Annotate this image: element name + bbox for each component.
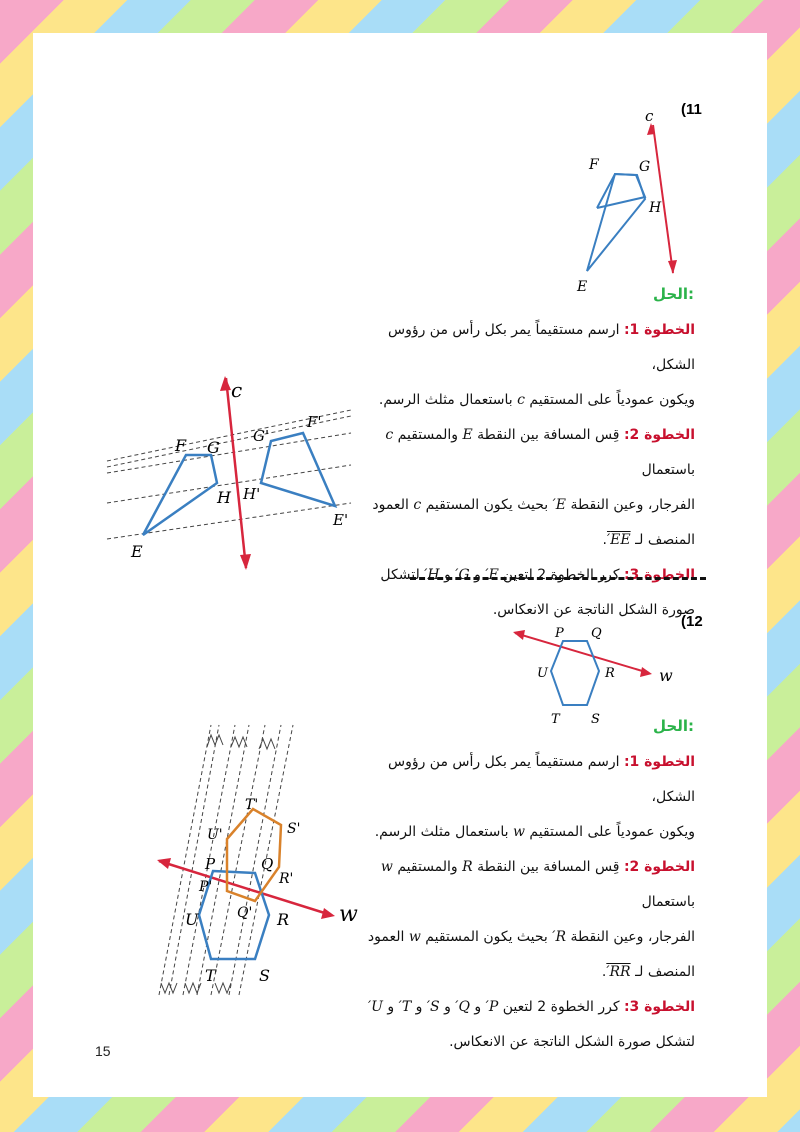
label-G-prime: G' [253,427,270,445]
label-T-prime: T' [245,797,259,813]
label-U-prime: U' [207,827,223,843]
label-F: F [175,436,187,455]
step-3: الخطوة 3: كرر الخطوة 2 لتعين F′ و G′ و H′ لتشكل [380,567,695,583]
step-1-label: الخطوة 1: [623,322,695,338]
arrow-head-right [640,667,652,677]
label-R: R [277,910,290,929]
problem-11-number: (11 [681,101,702,118]
label-G: G [207,438,220,457]
step-2: الخطوة 2: قِس المسافة بين النقطة E والمستقيم c باستعمال [385,427,695,478]
label-H: H [649,200,662,216]
arrow-head-left [157,858,171,869]
step-2-label: الخطوة 2: [623,427,695,443]
label-Q: Q [591,626,602,641]
solution-label-11: الحل: [653,285,694,303]
step-2-label: الخطوة 2: [623,859,695,875]
problem-11-steps: الخطوة 1: ارسم مستقيماً يمر بكل رأس من رؤوس الشكل، ويكون عمودياً على المستقيم c باستعمال مثلث الرسم. الخطوة 2: قِس المسافة بين النقطة E والمستقيم c باستعمال الفرجار، وعين النقطة E′ بحيث يكون المستقيم c العمود المنصف لـ EE′. الخطوة 3: كرر الخطوة 2 لتعين F′ و G′ و H′ لتشكل صورة الشكل الناتجة عن الانعكاس. [363,313,695,628]
step-1: الخطوة 1: ارسم مستقيماً يمر بكل رأس من رؤوس الشكل، [387,322,695,373]
label-w: w [659,666,673,685]
label-G: G [639,159,651,175]
label-c: c [645,107,654,125]
arrow-head-right [321,908,335,919]
label-U: U [185,910,199,929]
zigzag-top-1 [207,735,223,747]
step-3-label: الخطوة 3: [623,567,695,583]
label-F-prime: F' [307,413,322,431]
label-P: P [205,855,216,873]
section-divider [410,577,706,580]
label-H-prime: H' [243,485,261,503]
label-P: P [555,626,564,641]
label-Q-prime: Q' [237,905,253,921]
step-3: الخطوة 3: كرر الخطوة 2 لتعين P′ و Q′ و S′ و T′ و U′ [367,999,695,1015]
label-U: U [537,666,548,681]
problem-12-solution-figure [119,705,359,1005]
label-E: E [131,542,143,561]
line-c [653,125,673,273]
label-S: S [259,966,270,985]
label-w: w [339,902,358,927]
line-c [226,378,246,568]
worksheet-page [33,33,767,1097]
arrow-head-bottom [240,554,251,570]
arrow-head-bottom [668,260,677,274]
label-P-prime: P' [199,879,213,895]
label-T: T [551,712,560,727]
arrow-head-left [513,630,525,640]
original-quad [143,455,217,535]
label-S: S [591,712,600,727]
quad-EFGH-outline [587,174,645,271]
zigzag-bottom-3 [215,983,231,993]
line-w [515,633,649,673]
step-2: الخطوة 2: قِس المسافة بين النقطة R والمستقيم w باستعمال [380,859,695,910]
label-T: T [205,966,216,985]
problem-12-number: (12 [681,613,703,630]
label-E-prime: E' [333,511,349,529]
label-R: R [605,666,615,681]
zigzag-bottom-1 [161,983,177,993]
solution-label-12: الحل: [653,717,694,735]
label-c: c [231,378,243,402]
label-Q: Q [261,855,274,873]
step-3-label: الخطوة 3: [623,999,695,1015]
label-S-prime: S' [287,821,301,837]
step-1-label: الخطوة 1: [623,754,695,770]
label-F: F [589,157,599,173]
label-R-prime: R' [279,871,294,887]
page-number: 15 [95,1043,111,1059]
step-1: الخطوة 1: ارسم مستقيماً يمر بكل رأس من رؤوس الشكل، [387,754,695,805]
label-H: H [217,488,231,507]
problem-11-solution-figure [101,343,361,583]
label-E: E [577,279,588,295]
problem-12-steps: الخطوة 1: ارسم مستقيماً يمر بكل رأس من رؤوس الشكل، ويكون عمودياً على المستقيم w باستعمال مثلث الرسم. الخطوة 2: قِس المسافة بين النقطة R والمستقيم w باستعمال الفرجار، وعين النقطة R′ بحيث يكون المستقيم w العمود المنصف لـ RR′. الخطوة 3: كرر الخطوة 2 لتعين P′ و Q′ و S′ و T′ و U′ لتشكل صورة الشكل الناتجة عن الانعكاس. [351,745,695,1060]
arrow-head-top [220,376,231,391]
